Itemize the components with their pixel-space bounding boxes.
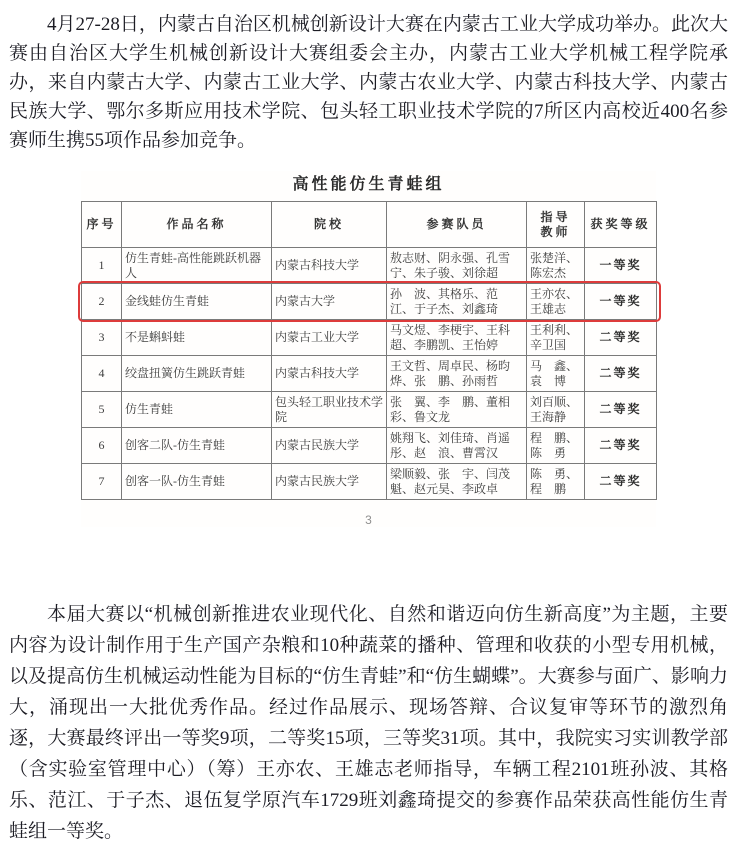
- cell-members: 姚翔飞、刘佳琦、肖遥彤、赵 浪、曹霄汉: [387, 428, 527, 464]
- table-row: [82, 248, 657, 284]
- table-scan: [81, 171, 656, 527]
- cell-no: 6: [82, 428, 122, 464]
- cell-school: 内蒙古科技大学: [272, 356, 387, 392]
- col-header-members: 参赛队员: [387, 202, 527, 248]
- cell-no: 7: [82, 464, 122, 500]
- cell-members: 王文哲、周卓民、杨昀烨、张 鹏、孙雨哲: [387, 356, 527, 392]
- col-header-no: 序号: [82, 202, 122, 248]
- cell-advisors: 张楚洋、陈宏杰: [527, 248, 585, 284]
- table-row: [82, 356, 657, 392]
- results-table-body: [82, 248, 657, 500]
- cell-award: 一等奖: [585, 284, 657, 320]
- cell-no: 3: [82, 320, 122, 356]
- cell-advisors: 王亦农、王雄志: [527, 284, 585, 320]
- table-row: [82, 428, 657, 464]
- cell-no: 2: [82, 284, 122, 320]
- cell-school: 内蒙古科技大学: [272, 248, 387, 284]
- scan-page-number: 3: [365, 513, 372, 527]
- cell-members: 张 翼、李 鹏、董相彩、鲁文龙: [387, 392, 527, 428]
- cell-school: 包头轻工职业技术学院: [272, 392, 387, 428]
- table-row: [82, 464, 657, 500]
- cell-work: 仿生青蛙: [122, 392, 272, 428]
- cell-award: 二等奖: [585, 428, 657, 464]
- cell-award: 二等奖: [585, 392, 657, 428]
- cell-no: 4: [82, 356, 122, 392]
- cell-members: 敖志财、阴永强、孔雪宁、朱子骏、刘徐超: [387, 248, 527, 284]
- col-header-work: 作品名称: [122, 202, 272, 248]
- table-row: [82, 284, 657, 320]
- closing-paragraph: 本届大赛以“机械创新推进农业现代化、自然和谐迈向仿生新高度”为主题，主要内容为设计制作用于生产国产杂粮和10种蔬菜的播种、管理和收获的小型专用机械，以及提高仿生机械运动性能为目标的“仿生青蛙”和“仿生蝴蝶”。大赛参与面广、影响力大，涌现出一大批优秀作品。经过作品展示、现场答辩、合议复审等环节的激烈角逐，大赛最终评出一等奖9项，二等奖15项，三等奖31项。其中，我院实习实训教学部（含实验室管理中心）（筹）王亦农、王雄志老师指导，车辆工程2101班孙波、其格乐、范江、于子杰、退伍复学原汽车1729班刘鑫琦提交的参赛作品荣获高性能仿生青蛙组一等奖。: [9, 604, 728, 842]
- cell-award: 一等奖: [585, 248, 657, 284]
- cell-advisors: 程 鹏、陈 勇: [527, 428, 585, 464]
- cell-school: 内蒙古工业大学: [272, 320, 387, 356]
- table-row: [82, 320, 657, 356]
- cell-advisors: 刘百顺、王海静: [527, 392, 585, 428]
- cell-school: 内蒙古民族大学: [272, 464, 387, 500]
- cell-work: 仿生青蛙-高性能跳跃机器人: [122, 248, 272, 284]
- table-row: [82, 392, 657, 428]
- table-header-row: [82, 202, 657, 248]
- cell-work: 金线蛙仿生青蛙: [122, 284, 272, 320]
- cell-no: 5: [82, 392, 122, 428]
- cell-advisors: 马 鑫、袁 博: [527, 356, 585, 392]
- cell-award: 二等奖: [585, 464, 657, 500]
- intro-paragraph: 4月27-28日，内蒙古自治区机械创新设计大赛在内蒙古工业大学成功举办。此次大赛由自治区大学生机械创新设计大赛组委会主办，内蒙古工业大学机械工程学院承办，来自内蒙古大学、内蒙古工业大学、内蒙古农业大学、内蒙古科技大学、内蒙古民族大学、鄂尔多斯应用技术学院、包头轻工职业技术学院的7所区内高校近400名参赛师生携55项作品参加竞争。: [9, 14, 728, 151]
- cell-award: 二等奖: [585, 320, 657, 356]
- col-header-advisors: 指导教师: [527, 202, 585, 248]
- cell-school: 内蒙古大学: [272, 284, 387, 320]
- cell-award: 二等奖: [585, 356, 657, 392]
- cell-work: 不是蝌蚪蛙: [122, 320, 272, 356]
- cell-advisors: 陈 勇、程 鹏: [527, 464, 585, 500]
- cell-members: 孙 波、其格乐、范 江、于子杰、刘鑫琦: [387, 284, 527, 320]
- results-table: [81, 201, 657, 500]
- col-header-award: 获奖等级: [585, 202, 657, 248]
- cell-work: 创客一队-仿生青蛙: [122, 464, 272, 500]
- cell-members: 马文煜、李梗宇、王科超、李鹏凯、王怡婷: [387, 320, 527, 356]
- col-header-school: 院校: [272, 202, 387, 248]
- table-title: 高性能仿生青蛙组: [292, 176, 445, 193]
- cell-no: 1: [82, 248, 122, 284]
- cell-members: 梁顺毅、张 宇、闫茂魁、赵元昊、李政卓: [387, 464, 527, 500]
- cell-work: 创客二队-仿生青蛙: [122, 428, 272, 464]
- cell-school: 内蒙古民族大学: [272, 428, 387, 464]
- cell-advisors: 王利利、辛卫国: [527, 320, 585, 356]
- cell-work: 绞盘扭簧仿生跳跃青蛙: [122, 356, 272, 392]
